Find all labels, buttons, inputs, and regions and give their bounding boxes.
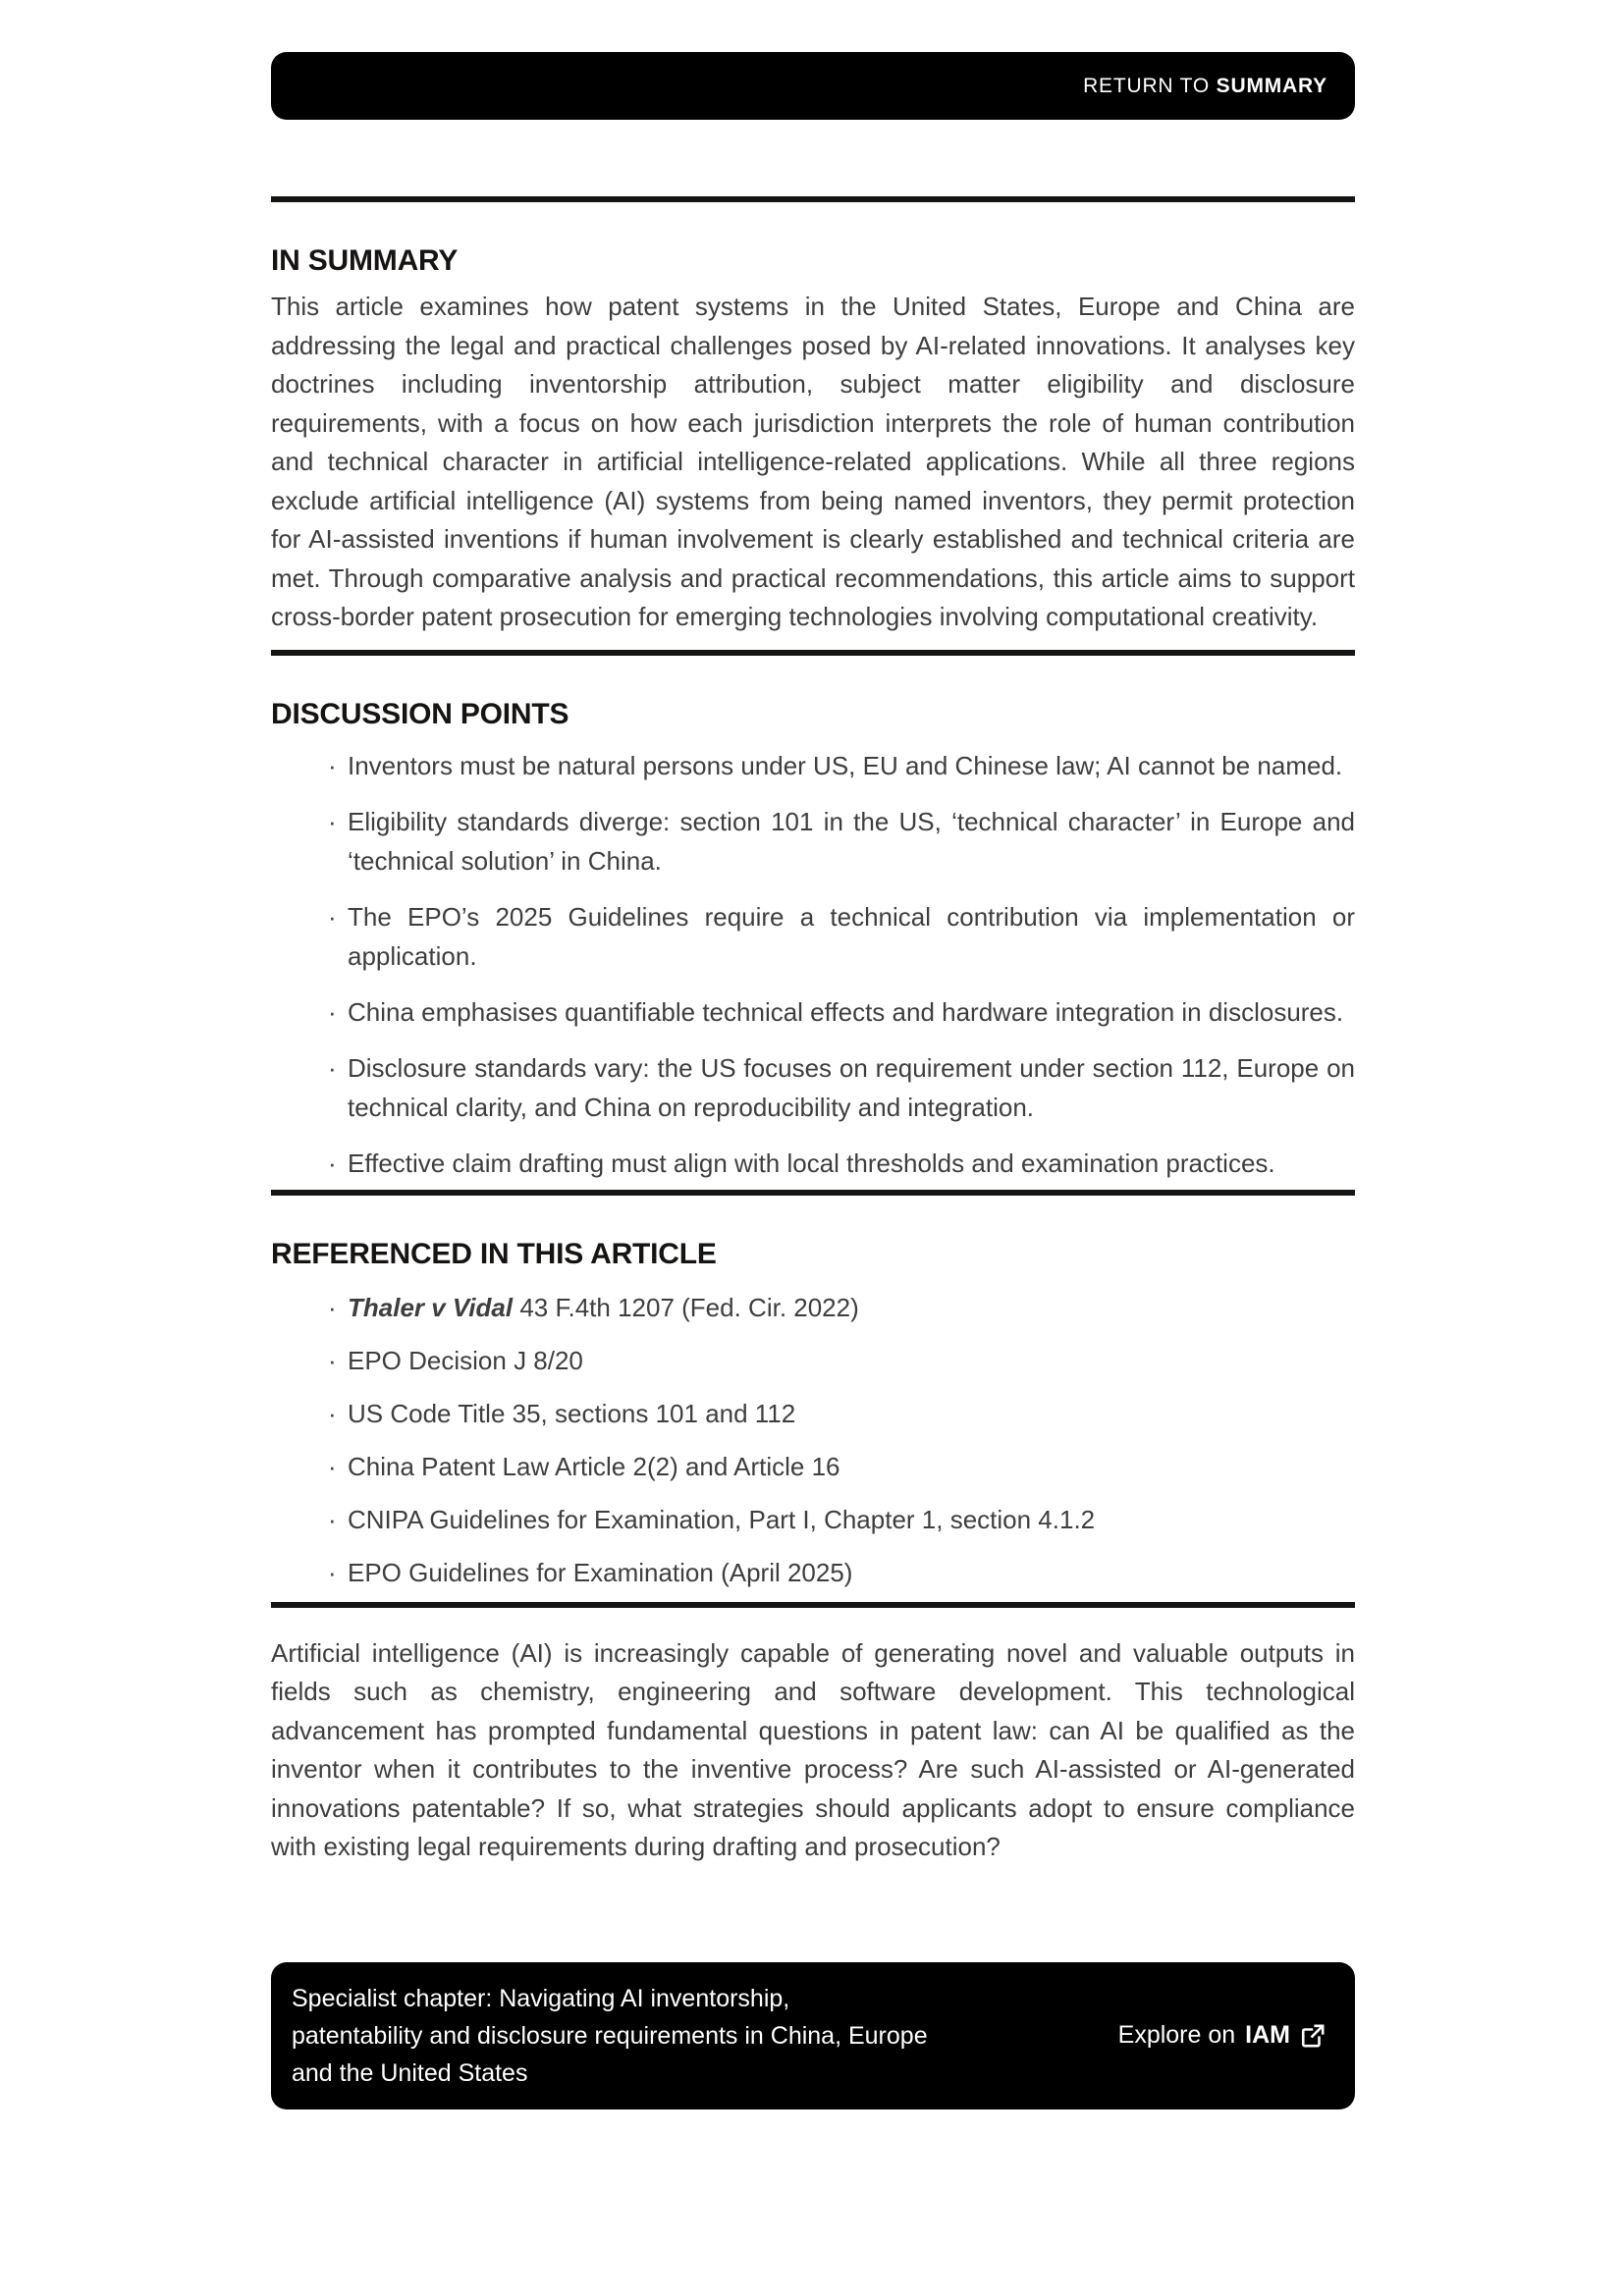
iam-label: IAM: [1245, 2021, 1290, 2049]
list-item: · CNIPA Guidelines for Examination, Part I, Chapter 1, section 4.1.2: [271, 1500, 1355, 1539]
chapter-title-line: and the United States: [292, 2058, 528, 2087]
section-divider: [271, 650, 1355, 656]
intro-paragraph: Artificial intelligence (AI) is increasingly capable of generating novel and valuable outputs in fields such as chemistry, engineering and software development. This technological advancement has prompted fundamental questions in patent law: can AI be qualified as the inventor when it contributes to the inventive process? Are such AI-assisted or AI-generated innovations patentable? If so, what strategies should applicants adopt to ensure compliance with existing legal requirements during drafting and prosecution?: [271, 1637, 1355, 1861]
return-to-summary-bar: [271, 52, 1355, 120]
section-divider: [271, 1190, 1355, 1196]
chapter-footer-bar: [271, 1962, 1355, 2109]
list-item: · China Patent Law Article 2(2) and Article 16: [271, 1447, 1355, 1486]
content-column: [271, 52, 1355, 2109]
list-item: · Inventors must be natural persons under US, EU and Chinese law; AI cannot be named.: [271, 746, 1355, 785]
summary-label: SUMMARY: [1216, 74, 1327, 97]
list-item: · Effective claim drafting must align with local thresholds and examination practices.: [271, 1144, 1355, 1183]
summary-paragraph: This article examines how patent systems in the United States, Europe and China are addressing the legal and practical challenges posed by AI-related innovations. It analyses key doctrines including inventorship attribution, subject matter eligibility and disclosure requirements, with a focus on how each jurisdiction interprets the role of human contribution and technical character in artificial intelligence-related applications. While all three regions exclude artificial intelligence (AI) systems from being named inventors, they permit protection for AI-assisted inventions if human involvement is clearly established and technical criteria are met. Through comparative analysis and practical recommendations, this article aims to support cross-border patent prosecution for emerging technologies involving computational creativity.: [271, 292, 1355, 631]
case-citation: Thaler v Vidal: [348, 1292, 514, 1322]
list-item: · China emphasises quantifiable technical effects and hardware integration in disclosures.: [271, 992, 1355, 1032]
citation-detail: 43 F.4th 1207 (Fed. Cir. 2022): [513, 1292, 859, 1322]
list-item: · EPO Decision J 8/20: [271, 1341, 1355, 1380]
list-item: · EPO Guidelines for Examination (April 2025): [271, 1553, 1355, 1592]
chapter-title-line: Specialist chapter: Navigating AI inventorship,: [292, 1984, 790, 2012]
discussion-points-list: [271, 746, 1355, 1183]
list-item: · US Code Title 35, sections 101 and 112: [271, 1394, 1355, 1433]
return-to-label: RETURN TO: [1083, 74, 1217, 97]
list-item: [271, 1288, 1355, 1327]
in-summary-heading: IN SUMMARY: [271, 244, 459, 277]
section-divider: [271, 1602, 1355, 1608]
return-to-summary-link[interactable]: [1083, 75, 1327, 98]
explore-on-iam-link[interactable]: [1118, 2021, 1326, 2050]
chapter-title: [292, 1980, 928, 2092]
list-item: · Eligibility standards diverge: section 101 in the US, ‘technical character’ in Europe and ‘technical solution’ in China.: [271, 802, 1355, 881]
section-divider: [271, 196, 1355, 202]
list-item: · The EPO’s 2025 Guidelines require a technical contribution via implementation or application.: [271, 897, 1355, 976]
list-item: · Disclosure standards vary: the US focuses on requirement under section 112, Europe on technical clarity, and China on reproducibility and integration.: [271, 1048, 1355, 1127]
discussion-points-heading: DISCUSSION POINTS: [271, 697, 569, 730]
chapter-title-line: patentability and disclosure requirements in China, Europe: [292, 2021, 928, 2050]
explore-on-label: Explore on: [1117, 2021, 1236, 2049]
external-link-icon: [1300, 2023, 1326, 2049]
referenced-list: [271, 1288, 1355, 1592]
referenced-heading: REFERENCED IN THIS ARTICLE: [271, 1237, 717, 1270]
